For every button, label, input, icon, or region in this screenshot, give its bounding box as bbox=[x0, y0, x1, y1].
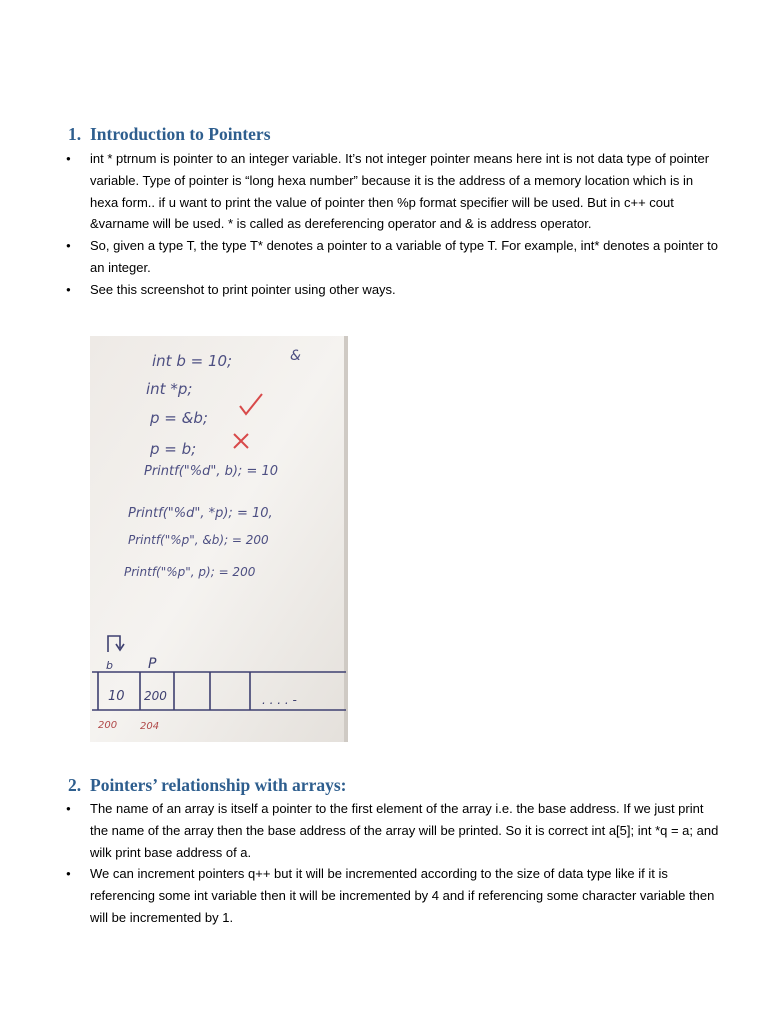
bullet-item: ● See this screenshot to print pointer using other ways. bbox=[62, 279, 722, 301]
code-line: p = &b; bbox=[150, 409, 208, 427]
section-2-bullet-list bbox=[62, 798, 722, 929]
photo-edge bbox=[344, 336, 348, 742]
section-2-number: 2. bbox=[68, 775, 82, 795]
code-line: int *p; bbox=[146, 380, 193, 398]
code-line: Printf("%d", *p); = 10, bbox=[128, 506, 273, 521]
section-2-heading bbox=[68, 775, 346, 796]
section-1-number: 1. bbox=[68, 124, 82, 144]
section-1-title: Introduction to Pointers bbox=[90, 124, 271, 144]
cell-marker: P bbox=[148, 656, 157, 672]
memory-address: 200 bbox=[98, 720, 118, 731]
code-line: p = b; bbox=[150, 440, 197, 458]
section-1-heading bbox=[68, 124, 271, 145]
cell-marker: b bbox=[106, 659, 113, 672]
bullet-item: ● We can increment pointers q++ but it will be incremented according to the size of data type like if it is referencing some int variable then it will be incremented by 4 and if referencing some character variable then will be incremented by 1. bbox=[62, 863, 722, 928]
bullet-item: ● int * ptrnum is pointer to an integer variable. It’s not integer pointer means here int is not data type of pointer variable. Type of pointer is “long hexa number” because it is the address of a memory location which is in hexa form.. if u want to print the value of pointer then %p format specifier will be used. But in c++ cout &varname will be used. * is called as dereferencing operator and & is address operator. bbox=[62, 148, 722, 235]
code-line: int b = 10; bbox=[152, 352, 233, 370]
bullet-item: ● The name of an array is itself a pointer to the first element of the array i.e. the base address. If we just print the name of the array then the base address of the array will be printed. So it is correct int a[5]; int *q = a; and wilk print base address of a. bbox=[62, 798, 722, 863]
code-line: Printf("%d", b); = 10 bbox=[144, 464, 279, 479]
memory-cell-value: 10 bbox=[108, 689, 125, 704]
section-1-bullet-list bbox=[62, 148, 722, 301]
bullet-item: ● So, given a type T, the type T* denotes a pointer to a variable of type T. For example, int* denotes a pointer to an integer. bbox=[62, 235, 722, 279]
memory-address: 204 bbox=[140, 721, 160, 732]
code-line: Printf("%p", p); = 200 bbox=[124, 565, 256, 579]
section-2-title: Pointers’ relationship with arrays: bbox=[90, 775, 347, 795]
memory-dots: . . . . - bbox=[262, 693, 297, 707]
whiteboard-photo bbox=[90, 336, 348, 742]
memory-cell-value: 200 bbox=[144, 689, 167, 703]
corner-note: & bbox=[290, 348, 301, 364]
code-line: Printf("%p", &b); = 200 bbox=[128, 533, 269, 547]
